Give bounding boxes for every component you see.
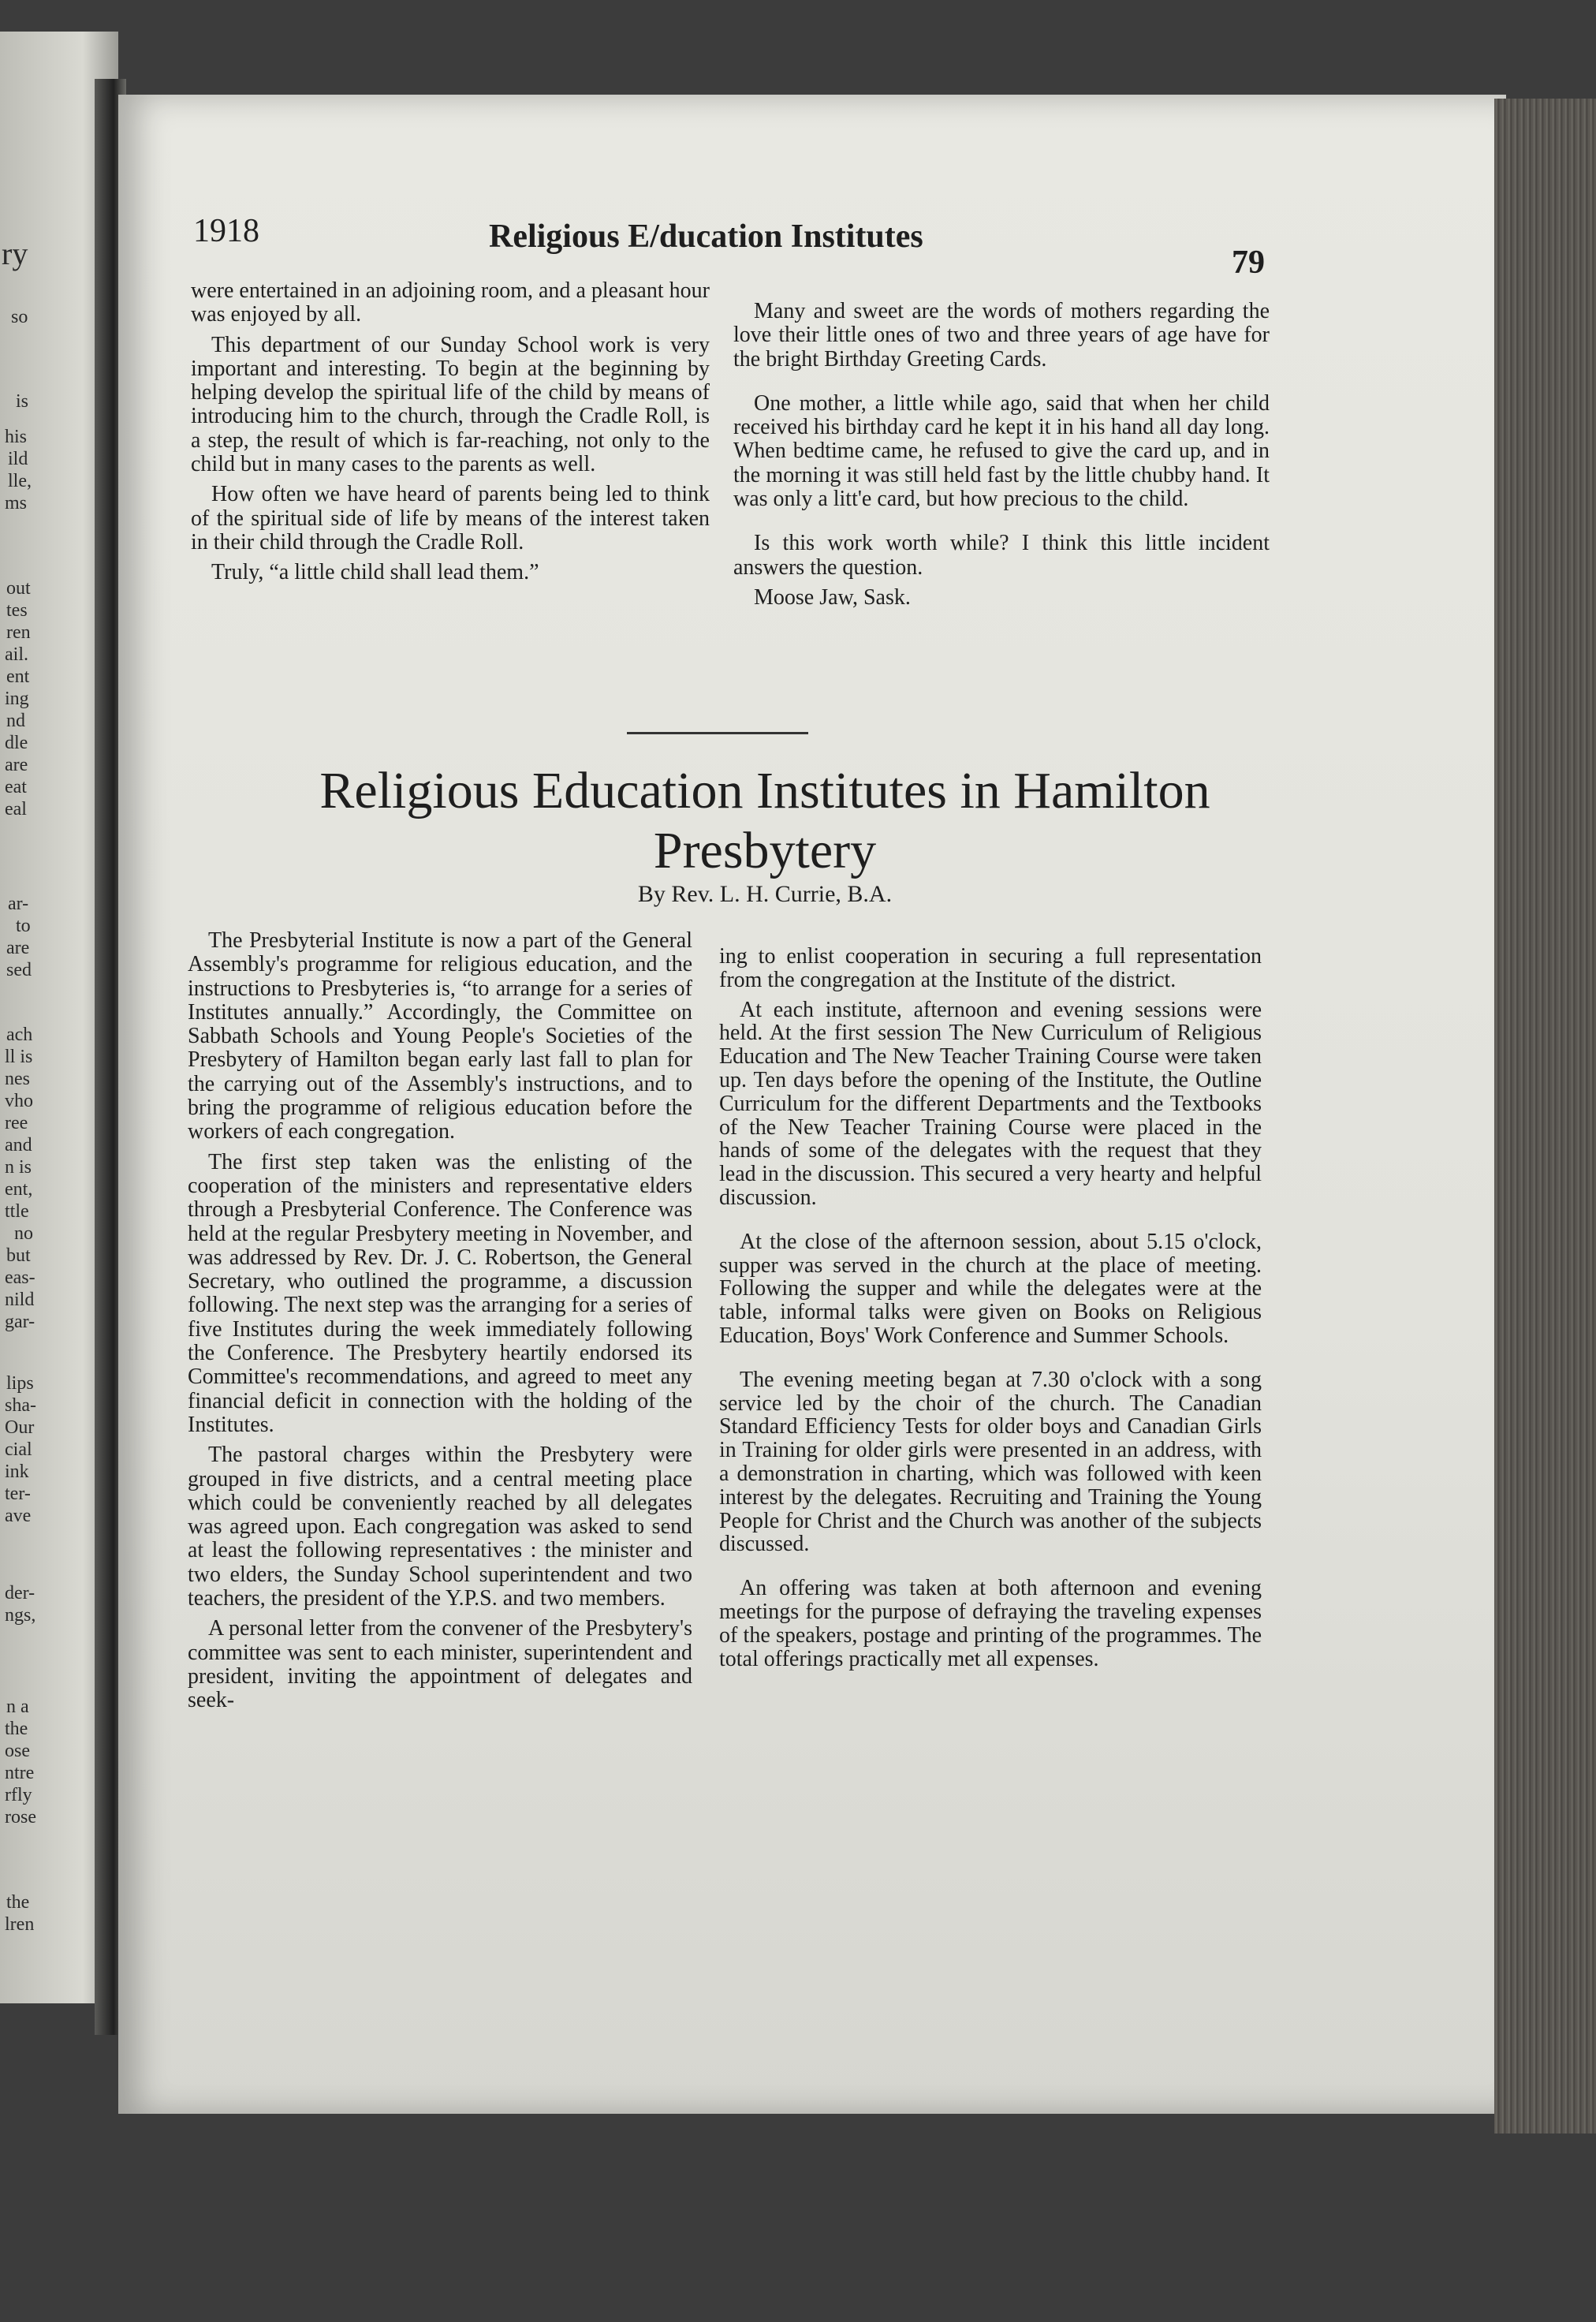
facing-page-fragment: tes	[6, 600, 28, 621]
facing-page-fragment: ild	[8, 449, 28, 469]
paragraph: Truly, “a little child shall lead them.”	[211, 560, 539, 585]
facing-page-fragment: gar-	[5, 1312, 35, 1332]
paragraph: The Presbyterial Institute is now a part of the General Assembly's programme for religious education, and the instructions to Presbyteries is, “to arrange for a series of Institutes annually.” Accordingly, the Committee on Sabbath Schools and Young People's Societies of the Presbytery of Hamilton began early last fall to plan for the carrying out of the Assembly's instructions, and to bring the programme of religious education before the workers of each congregation.	[188, 928, 692, 1144]
page-year: 1918	[193, 213, 259, 249]
facing-page-fragment: nd	[6, 711, 25, 731]
facing-page-fragment: ngs,	[5, 1605, 36, 1626]
facing-page-fragment: vho	[5, 1091, 33, 1111]
facing-page-fragment: rose	[5, 1807, 36, 1827]
facing-page-fragment: are	[5, 755, 28, 775]
facing-page-fragment: sed	[6, 960, 32, 980]
facing-page-fragment: so	[11, 307, 28, 327]
paragraph: ing to enlist cooperation in securing a full representation from the congregation at the Institute of the district.	[719, 944, 1262, 992]
facing-page-fragment: lips	[6, 1373, 34, 1394]
facing-page-fragment: ntre	[5, 1763, 35, 1783]
facing-page-fragment: ach	[6, 1025, 33, 1045]
facing-page-fragment: the	[6, 1892, 30, 1913]
paragraph: An offering was taken at both afternoon and evening meetings for the purpose of defraying the traveling expenses of the speakers, postage and printing of the programmes. The total offerings practically met all expenses.	[719, 1576, 1262, 1671]
section-divider	[627, 732, 808, 734]
article-title	[197, 761, 1333, 881]
facing-page-fragment: eas-	[5, 1267, 35, 1288]
facing-page-fragment: ent,	[5, 1179, 33, 1200]
facing-page-fragment: n a	[6, 1697, 29, 1717]
body-right-column	[719, 945, 1262, 1671]
paragraph: The evening meeting began at 7.30 o'clock with a song service led by the choir of the church. The Canadian Standard Efficiency Tests for older boys and Canadian Girls in Training for older girls were presented in an address, with a demonstration in charting, which was followed with keen interest by the delegates. Recruiting and Training the Young People for Christ and the Church was another of the subjects discussed.	[719, 1367, 1262, 1557]
article-title-line: Presbytery	[653, 822, 877, 879]
paragraph: One mother, a little while ago, said that when her child received his birthday card he kept it in his hand all day long. When bedtime came, he refused to give the card up, and in the morning it was still held fast by the little chubby hand. It was only a litt'e card, but how precious to the child.	[733, 390, 1270, 512]
body-left-column	[188, 929, 692, 1713]
facing-page-fragment: ry	[2, 236, 28, 271]
paragraph: How often we have heard of parents being led to think of the spiritual side of life by means of the interest taken in their child through the Cradle Roll.	[191, 482, 710, 554]
facing-page-fragment: ree	[5, 1113, 28, 1133]
facing-page-fragment: ren	[6, 622, 31, 643]
facing-page-fragment: dle	[5, 733, 28, 753]
facing-page-fragment: n is	[5, 1157, 32, 1178]
facing-page-fragment: but	[6, 1245, 31, 1266]
facing-page-fragment: ing	[5, 689, 29, 709]
facing-page-fragment: eal	[5, 799, 27, 819]
page-number: 79	[1232, 245, 1265, 281]
article-title-line: Religious Education Institutes in Hamilton	[319, 762, 1210, 819]
facing-page-fragment: ent	[6, 666, 30, 687]
paragraph: A personal letter from the convener of the Presbytery's committee was sent to each minister, superintendent and president, inviting the appointment of delegates and seek-	[188, 1616, 692, 1713]
facing-page-fragment: rfly	[5, 1785, 32, 1805]
paragraph: The pastoral charges within the Presbytery were grouped in five districts, and a central meeting place which could be conveniently reached by all delegates was agreed upon. Each congregation was asked to send at least the following representatives : the minister and two elders, the Sunday School superintendent and two teachers, the president of the Y.P.S. and two members.	[188, 1443, 692, 1611]
paragraph: This department of our Sunday School work is very important and interesting. To begin at the beginning by helping develop the spiritual life of the child by means of introducing him to the church, through the Cradle Roll, is a step, the result of which is far-reaching, not only to the child but in many cases to the parents as well.	[191, 332, 710, 477]
paragraph: At each institute, afternoon and evening sessions were held. At the first session The New Curriculum of Religious Education and The New Teacher Training Course were taken up. Ten days before the opening of the Institute, the Outline Curriculum for the different Departments and the Textbooks of the New Teacher Training Course were placed in the hands of some of the delegates with the request that they lead in the discussion. This secured a very hearty and helpful discussion.	[719, 997, 1262, 1210]
paragraph: Is this work worth while? I think this little incident answers the question.	[733, 531, 1270, 580]
paragraph: The first step taken was the enlisting of the cooperation of the ministers and representative elders through a Presbyterial Conference. The Conference was held at the regular Presbytery meeting in November, and was addressed by Rev. Dr. J. C. Robertson, the General Secretary, who outlined the programme, a discussion following. The next step was the arranging for a series of five Institutes during the week immediately following the Conference. The Presbytery heartily endorsed its Committee's recommendations, and agreed to meet any financial deficit in connection with the holding of the Institutes.	[188, 1149, 692, 1437]
facing-page-fragment: ail.	[5, 644, 28, 665]
facing-page-fragment: ter-	[5, 1484, 31, 1504]
top-right-column	[733, 300, 1270, 610]
facing-page-fragment: ave	[5, 1506, 32, 1526]
paragraph: Many and sweet are the words of mothers regarding the love their little ones of two and three years of age have for the bright Birthday Greeting Cards.	[733, 299, 1270, 371]
facing-page-fragment: is	[16, 391, 29, 412]
facing-page-fragment: out	[6, 578, 31, 599]
facing-page-fragment: ose	[5, 1741, 30, 1761]
article-byline: By Rev. L. H. Currie, B.A.	[637, 881, 893, 907]
facing-page-fragment: ink	[5, 1462, 29, 1482]
paragraph: were entertained in an adjoining room, and a pleasant hour was enjoyed by all.	[191, 278, 710, 327]
facing-page-fragment: sha-	[5, 1395, 36, 1416]
facing-page-fragment: cial	[5, 1439, 32, 1460]
facing-page-fragment: ttle	[5, 1201, 29, 1222]
facing-page-fragment: lle,	[8, 471, 32, 491]
facing-page-fragment: and	[5, 1135, 32, 1155]
facing-page-fragment: to	[16, 916, 31, 936]
facing-page-fragment: Our	[5, 1417, 35, 1438]
facing-page-fragment: eat	[5, 777, 27, 797]
facing-page-fragment: are	[6, 938, 30, 958]
page-block-edge	[1494, 99, 1596, 2133]
facing-page-fragment: ll is	[5, 1047, 33, 1067]
facing-page-fragment: nes	[5, 1069, 30, 1089]
facing-page-fragment: his	[5, 427, 28, 447]
facing-page-fragment: der-	[5, 1583, 35, 1603]
dateline: Moose Jaw, Sask.	[754, 584, 911, 610]
paragraph: At the close of the afternoon session, about 5.15 o'clock, supper was served in the church at the place of meeting. Following the supper and while the delegates were at the table, informal talks were given on Books on Religious Education, Boys' Work Conference and Summer Schools.	[719, 1229, 1262, 1348]
top-left-column	[191, 279, 710, 585]
running-title: Religious E/ducation Institutes	[489, 218, 923, 255]
facing-page-fragment: the	[5, 1719, 28, 1739]
facing-page-fragment: ar-	[8, 894, 29, 914]
facing-page-fragment: no	[14, 1223, 33, 1244]
facing-page-fragment: nild	[5, 1290, 35, 1310]
facing-page-fragment: ms	[5, 493, 28, 513]
facing-page-fragment: lren	[5, 1914, 35, 1935]
